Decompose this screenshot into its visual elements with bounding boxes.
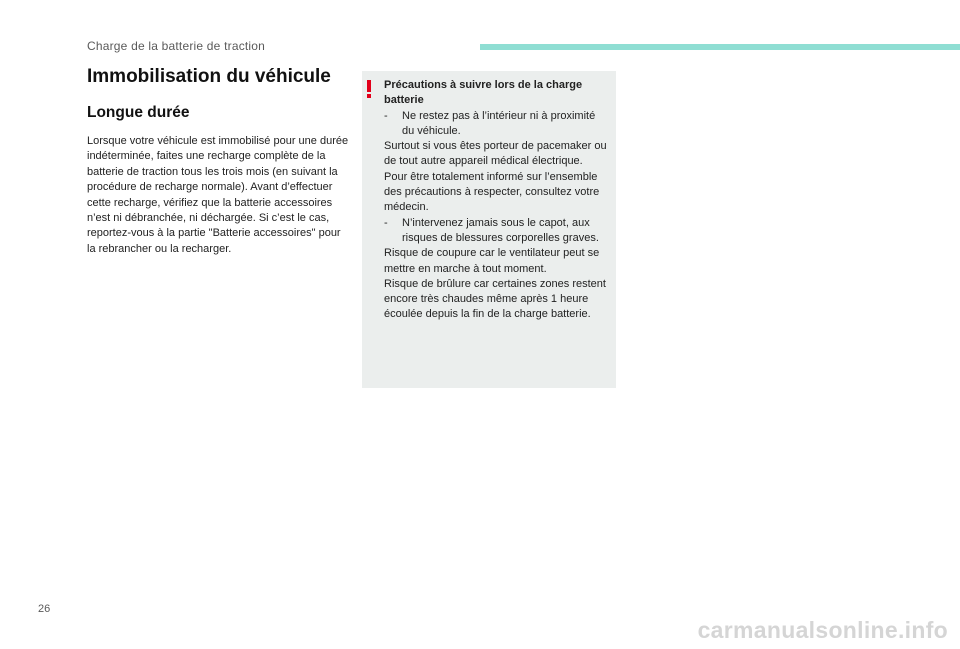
page-title: Immobilisation du véhicule (87, 66, 331, 87)
page-number: 26 (38, 603, 51, 615)
section-subtitle: Longue durée (87, 104, 190, 121)
watermark: carmanualsonline.info (697, 617, 948, 643)
header-accent-bar (480, 44, 960, 50)
bullet-dash: - (384, 216, 388, 229)
warning-title: Précautions à suivre lors de la charge batterie (384, 79, 583, 107)
section-header: Charge de la batterie de traction (87, 39, 266, 53)
body-paragraph: Lorsque votre véhicule est immobilisé pour une durée indéterminée, faites une recharge complète de la batterie de traction tous les trois mois (en suivant la procédure de recharge normale). Avant d’effectuer cette recharge, vérifiez que la batterie accessoires n’est ni débranchée, ni déchargée. Si c’est le cas, reportez-vous à la partie "Batterie accessoires" pour la rebrancher ou la recharger. (87, 135, 349, 255)
exclamation-icon (366, 80, 372, 98)
warning-item (384, 109, 608, 140)
warning-box (362, 71, 616, 388)
warning-item-text: Ne restez pas à l’intérieur ni à proximité du véhicule. (402, 109, 596, 137)
warning-paragraph: Surtout si vous êtes porteur de pacemaker ou de tout autre appareil médical électrique. Pour être totalement informé sur l’ensemble des précautions à respecter, consultez votre médecin. (384, 140, 607, 214)
warning-paragraph: Risque de brûlure car certaines zones restent encore très chaudes même après 1 heure écoulée depuis la fin de la charge batterie. (384, 277, 606, 321)
warning-item (384, 216, 608, 247)
bullet-dash: - (384, 109, 388, 122)
warning-item-text: N’intervenez jamais sous le capot, aux risques de blessures corporelles graves. (402, 216, 599, 244)
warning-paragraph: Risque de coupure car le ventilateur peut se mettre en marche à tout moment. (384, 247, 600, 275)
